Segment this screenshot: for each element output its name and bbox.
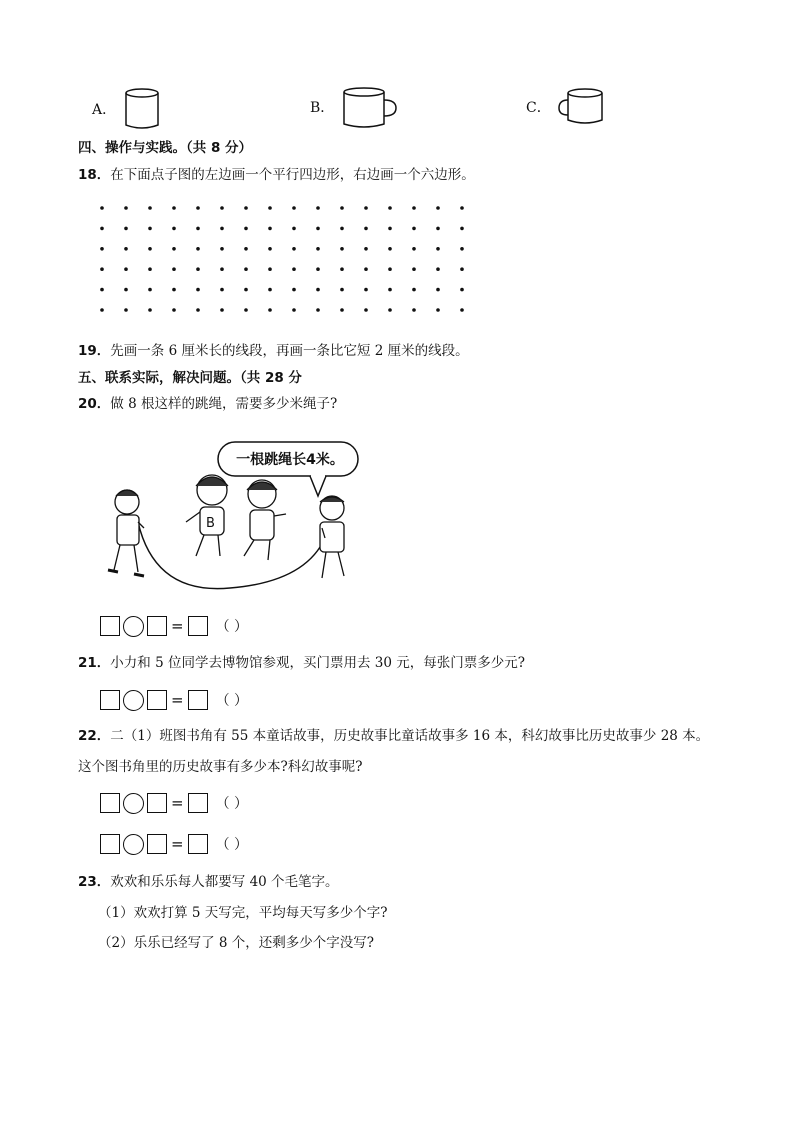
grid-dot[interactable] [412, 247, 416, 251]
answer-box[interactable] [100, 616, 120, 636]
grid-dot[interactable] [172, 227, 176, 231]
grid-dot[interactable] [388, 247, 392, 251]
q22-text-line1: 二（1）班图书角有 55 本童话故事，历史故事比童话故事多 16 本，科幻故事比历史故事少 28 本。 [110, 728, 710, 744]
unit-paren[interactable]: （ ） [215, 693, 249, 709]
grid-dot[interactable] [268, 308, 272, 312]
grid-dot[interactable] [412, 267, 416, 271]
grid-dot[interactable] [340, 288, 344, 292]
grid-dot[interactable] [436, 308, 440, 312]
grid-dot[interactable] [340, 227, 344, 231]
grid-dot[interactable] [460, 308, 464, 312]
grid-dot[interactable] [124, 247, 128, 251]
grid-dot[interactable] [148, 206, 152, 210]
operator-circle[interactable] [123, 834, 144, 855]
grid-dot[interactable] [316, 227, 320, 231]
unit-paren[interactable]: （ ） [215, 619, 249, 635]
option-c [526, 86, 607, 128]
grid-dot[interactable] [100, 227, 104, 231]
option-a [92, 86, 164, 132]
grid-dot[interactable] [148, 288, 152, 292]
grid-dot[interactable] [220, 247, 224, 251]
grid-dot[interactable] [220, 227, 224, 231]
section5-title: 五、联系实际，解决问题。（共 28 分 [78, 370, 302, 386]
grid-dot[interactable] [388, 308, 392, 312]
q23-sub2: （2）乐乐已经写了 8 个，还剩多少个字没写? [98, 935, 374, 951]
grid-dot[interactable] [292, 206, 296, 210]
grid-dot[interactable] [340, 308, 344, 312]
grid-dot[interactable] [388, 206, 392, 210]
grid-dot[interactable] [460, 267, 464, 271]
q23 [78, 873, 339, 891]
grid-dot[interactable] [220, 288, 224, 292]
grid-dot[interactable] [364, 267, 368, 271]
grid-dot[interactable] [124, 227, 128, 231]
answer-box[interactable] [100, 834, 120, 854]
grid-dot[interactable] [148, 267, 152, 271]
q18-number: 18． [78, 167, 111, 183]
grid-dot[interactable] [196, 288, 200, 292]
grid-dot[interactable] [364, 247, 368, 251]
grid-dot[interactable] [316, 206, 320, 210]
grid-dot[interactable] [292, 227, 296, 231]
result-box[interactable] [188, 834, 208, 854]
result-box[interactable] [188, 616, 208, 636]
grid-dot[interactable] [436, 227, 440, 231]
operator-circle[interactable] [123, 793, 144, 814]
grid-dot[interactable] [172, 267, 176, 271]
answer-box[interactable] [100, 793, 120, 813]
grid-dot[interactable] [220, 267, 224, 271]
grid-dot[interactable] [100, 206, 104, 210]
grid-dot[interactable] [244, 288, 248, 292]
result-box[interactable] [188, 793, 208, 813]
grid-dot[interactable] [244, 206, 248, 210]
grid-dot[interactable] [340, 267, 344, 271]
child-left [108, 490, 144, 576]
grid-dot[interactable] [436, 267, 440, 271]
grid-dot[interactable] [388, 288, 392, 292]
q23-text: 欢欢和乐乐每人都要写 40 个毛笔字。 [110, 874, 339, 890]
q22-text-line2: 这个图书角里的历史故事有多少本?科幻故事呢? [78, 759, 363, 775]
dot-grid[interactable] [90, 195, 480, 325]
grid-dot[interactable] [196, 227, 200, 231]
grid-dot[interactable] [364, 227, 368, 231]
grid-dot[interactable] [244, 308, 248, 312]
grid-dot[interactable] [220, 308, 224, 312]
q20-number: 20． [78, 396, 111, 412]
grid-dot[interactable] [436, 288, 440, 292]
q19-number: 19． [78, 343, 111, 359]
child-middle-1 [186, 475, 228, 556]
grid-dot[interactable] [460, 206, 464, 210]
grid-dot[interactable] [268, 288, 272, 292]
option-c-label: C． [526, 100, 551, 116]
grid-dot[interactable] [292, 247, 296, 251]
grid-dot[interactable] [364, 308, 368, 312]
grid-dot[interactable] [436, 206, 440, 210]
equals-sign: = [171, 794, 184, 812]
q22-equation-1[interactable] [100, 791, 248, 815]
operator-circle[interactable] [123, 690, 144, 711]
operator-circle[interactable] [123, 616, 144, 637]
grid-dot[interactable] [172, 288, 176, 292]
q21-number: 21． [78, 655, 111, 671]
grid-dot[interactable] [364, 288, 368, 292]
q21-equation[interactable] [100, 688, 248, 712]
grid-dot[interactable] [340, 206, 344, 210]
grid-dot[interactable] [460, 227, 464, 231]
short-mug-icon [557, 86, 607, 128]
grid-dot[interactable] [244, 247, 248, 251]
unit-paren[interactable]: （ ） [215, 796, 249, 812]
option-a-label: A． [92, 102, 117, 118]
grid-dot[interactable] [172, 206, 176, 210]
q20 [78, 395, 337, 413]
grid-dot[interactable] [124, 206, 128, 210]
grid-dot[interactable] [436, 247, 440, 251]
grid-dot[interactable] [124, 308, 128, 312]
q20-equation[interactable] [100, 614, 248, 638]
grid-dot[interactable] [316, 288, 320, 292]
answer-box[interactable] [147, 834, 167, 854]
grid-dot[interactable] [268, 247, 272, 251]
grid-dot[interactable] [196, 267, 200, 271]
grid-dot[interactable] [388, 227, 392, 231]
q22-number: 22． [78, 728, 111, 744]
grid-dot[interactable] [460, 288, 464, 292]
equals-sign: = [171, 691, 184, 709]
grid-dot[interactable] [100, 308, 104, 312]
grid-dot[interactable] [220, 206, 224, 210]
grid-dot[interactable] [100, 288, 104, 292]
svg-text:B: B [206, 516, 215, 531]
grid-dot[interactable] [244, 227, 248, 231]
grid-dot[interactable] [268, 267, 272, 271]
grid-dot[interactable] [364, 206, 368, 210]
grid-dot[interactable] [268, 227, 272, 231]
q22-equation-2[interactable] [100, 832, 248, 856]
option-b [310, 84, 398, 130]
grid-dot[interactable] [124, 288, 128, 292]
grid-dot[interactable] [172, 308, 176, 312]
grid-dot[interactable] [412, 206, 416, 210]
answer-box[interactable] [147, 690, 167, 710]
grid-dot[interactable] [148, 308, 152, 312]
grid-dot[interactable] [412, 227, 416, 231]
q22-line1 [78, 727, 709, 745]
mug-icon [340, 84, 398, 130]
q18 [78, 166, 475, 184]
grid-dot[interactable] [100, 247, 104, 251]
grid-dot[interactable] [196, 206, 200, 210]
q18-text: 在下面点子图的左边画一个平行四边形，右边画一个六边形。 [110, 167, 475, 183]
grid-dot[interactable] [316, 247, 320, 251]
section4-title: 四、操作与实践。（共 8 分） [78, 140, 253, 156]
child-middle-2 [244, 480, 286, 560]
grid-dot[interactable] [460, 247, 464, 251]
q23-sub1: （1）欢欢打算 5 天写完，平均每天写多少个字? [98, 905, 388, 921]
q21 [78, 654, 525, 672]
grid-dot[interactable] [292, 267, 296, 271]
grid-dot[interactable] [292, 288, 296, 292]
grid-dot[interactable] [172, 247, 176, 251]
grid-dot[interactable] [316, 267, 320, 271]
grid-dot[interactable] [124, 267, 128, 271]
answer-box[interactable] [147, 793, 167, 813]
grid-dot[interactable] [340, 247, 344, 251]
grid-dot[interactable] [412, 308, 416, 312]
equals-sign: = [171, 617, 184, 635]
answer-box[interactable] [100, 690, 120, 710]
equals-sign: = [171, 835, 184, 853]
grid-dot[interactable] [148, 247, 152, 251]
grid-dot[interactable] [196, 247, 200, 251]
grid-dot[interactable] [148, 227, 152, 231]
grid-dot[interactable] [412, 288, 416, 292]
q19-text: 先画一条 6 厘米长的线段，再画一条比它短 2 厘米的线段。 [110, 343, 469, 359]
q20-text: 做 8 根这样的跳绳，需要多少米绳子? [110, 396, 338, 412]
grid-dot[interactable] [388, 267, 392, 271]
child-right [320, 496, 344, 578]
unit-paren[interactable]: （ ） [215, 837, 249, 853]
cylinder-cup-icon [122, 86, 164, 132]
grid-dot[interactable] [100, 267, 104, 271]
grid-dot[interactable] [244, 267, 248, 271]
q23-number: 23． [78, 874, 111, 890]
grid-dot[interactable] [292, 308, 296, 312]
answer-box[interactable] [147, 616, 167, 636]
grid-dot[interactable] [268, 206, 272, 210]
result-box[interactable] [188, 690, 208, 710]
q19 [78, 342, 469, 360]
grid-dot[interactable] [316, 308, 320, 312]
q21-text: 小力和 5 位同学去博物馆参观，买门票用去 30 元，每张门票多少元? [110, 655, 525, 671]
grid-dot[interactable] [196, 308, 200, 312]
option-b-label: B． [310, 100, 335, 116]
speech-bubble-text: 一根跳绳长4米。 [236, 452, 344, 468]
